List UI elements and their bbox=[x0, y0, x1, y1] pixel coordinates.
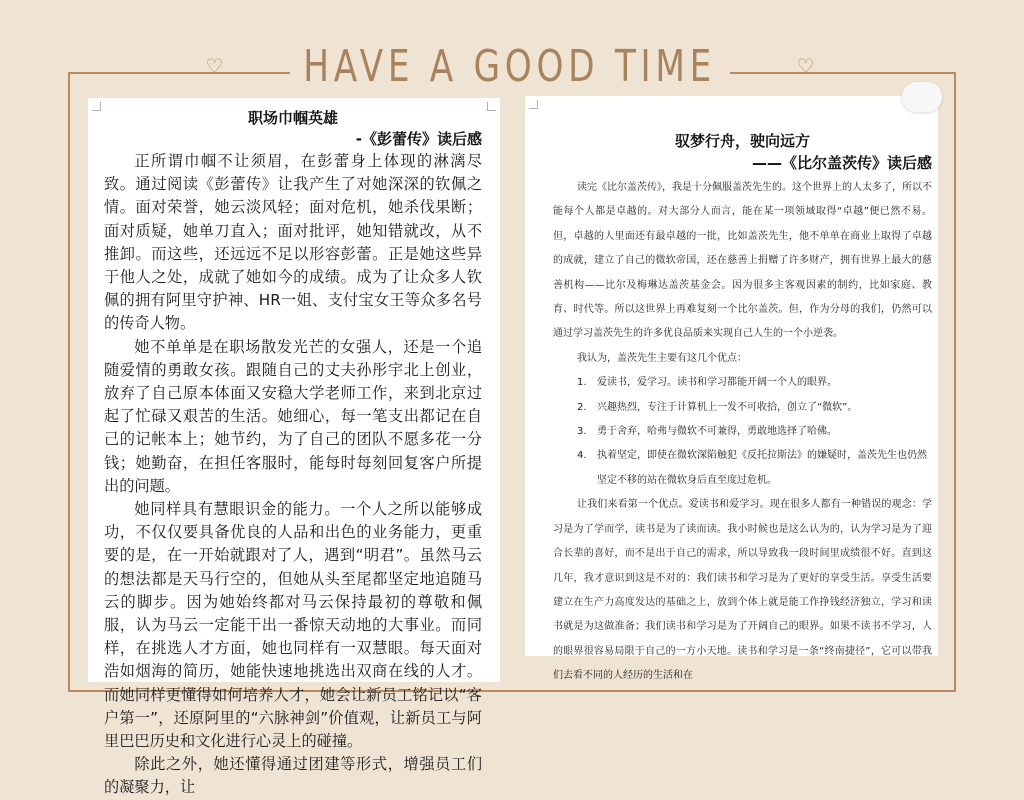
right-doc-body: 让我们来看第一个优点。爱读书和爱学习。现在很多人都有一种错误的观念：学习是为了学而学，读书是为了读而读。我小时候也是这么认为的，认为学习是为了迎合长辈的喜好，而不是出于自己的需求，所以导致我一段时间里成绩很不好。直到这几年，我才意识到这是不对的：我们读书和学习是为了更好的享受生活。享受生活要建立在生产力高度发达的基础之上，放到个体上就是能工作挣钱经济独立，学习和读书就是为这做准备；我们读书和学习是为了开阔自己的眼界。如果不读书不学习，人的眼界很容易局限于自己的一方小天地。读书和学习是一条“终南捷径”，它可以带我们去看不同的人经历的生活和在 bbox=[553, 499, 932, 682]
left-document-page bbox=[88, 98, 500, 797]
left-doc-title: 职场巾帼英雄 bbox=[247, 109, 338, 127]
heart-icon: ♡ bbox=[796, 54, 815, 78]
list-item: 1. 爱读书，爱学习。读书和学习都能开阔一个人的眼界。 bbox=[577, 377, 837, 389]
right-doc-intro: 读完《比尔盖茨传》，我是十分佩服盖茨先生的。这个世界上的人太多了，所以不能每个人都是卓越的。对大部分人而言，能在某一项领域取得“卓越”便已然不易。但，卓越的人里面还有最卓越的一批，比如盖茨先生，他不单单在商业上取得了卓越的成就，建立了自己的微软帝国，还在慈善上捐赠了许多财产，拥有世界上最大的慈善机构——比尔及梅琳达盖茨基金会。因为很多主客观因素的制约，比如家庭、教育、时代等。所以这世界上再难复刻一个比尔盖茨。但，作为分母的我们，仍然可以通过学习盖茨先生的许多优良品质来实现自己人生的一个小逆袭。 bbox=[553, 182, 932, 340]
page-corner-mark bbox=[92, 102, 101, 111]
left-doc-paragraph: 除此之外，她还懂得通过团建等形式，增强员工们的凝聚力，让 bbox=[104, 755, 482, 797]
page-corner-mark bbox=[487, 102, 496, 111]
heart-icon: ♡ bbox=[205, 54, 224, 78]
right-document-page bbox=[525, 96, 938, 682]
list-item: 2. 兴趣热烈，专注于计算机上一发不可收拾，创立了“微软”。 bbox=[577, 401, 858, 413]
right-doc-points-intro: 我认为，盖茨先生主要有这几个优点： bbox=[577, 352, 747, 364]
right-doc-title: 驭梦行舟，驶向远方 bbox=[674, 132, 810, 150]
left-doc-paragraph: 她同样具有慧眼识金的能力。一个人之所以能够成功，不仅仅要具备优良的人品和出色的业务能力，更重要的是，在一开始就跟对了人，遇到“明君”。虽然马云的想法都是天马行空的，但她从头至尾都坚定地追随马云的脚步。因为她始终都对马云保持最初的尊敬和佩服，认为马云一定能干出一番惊天动地的大事业。而同样，在挑选人才方面，她也同样有一双慧眼。每天面对浩如烟海的简历，她能快速地挑选出双商在线的人才。而她同样更懂得如何培养人才，她会让新员工铭记以“客户第一”，还原阿里的“六脉神剑”价值观，让新员工与阿里巴巴历史和文化进行心灵上的碰撞。 bbox=[104, 500, 482, 751]
page-scroll-handle[interactable] bbox=[902, 82, 942, 112]
list-item: 4. 执着坚定，即使在微软深陷触犯《反托拉斯法》的嫌疑时，盖茨先生也仍然坚定不移的站在微软身后直至度过危机。 bbox=[577, 450, 927, 486]
page-corner-mark bbox=[529, 100, 538, 109]
banner bbox=[205, 36, 815, 96]
left-doc-subtitle: -《彭蕾传》读后感 bbox=[355, 130, 482, 148]
left-doc-paragraph: 她不单单是在职场散发光芒的女强人，还是一个追随爱情的勇敢女孩。跟随自己的丈夫孙彤宇北上创业，放弃了自己原本体面又安稳大学老师工作，来到北京过起了忙碌又艰苦的生活。她细心，每一笔支出都记在自己的记帐本上；她节约，为了自己的团队不愿多花一分钱；她勤奋，在担任客服时，能每时每刻回复客户所提出的问题。 bbox=[104, 337, 482, 495]
right-doc-subtitle: ——《比尔盖茨传》读后感 bbox=[751, 154, 932, 172]
banner-title: HAVE A GOOD TIME bbox=[303, 40, 717, 92]
left-doc-paragraph: 正所谓巾帼不让须眉，在彭蕾身上体现的淋漓尽致。通过阅读《彭蕾传》让我产生了对她深深的钦佩之情。面对荣誉，她云淡风轻；面对危机，她杀伐果断；面对质疑，她单刀直入；面对批评，她知错就改，从不推卸。而这些，还远远不足以形容彭蕾。正是她这些异于他人之处，成就了她如今的成绩。成为了让众多人钦佩的拥有阿里守护神、HR一姐、支付宝女王等众多名号的传奇人物。 bbox=[104, 152, 482, 333]
list-item: 3. 勇于舍弃，哈弗与微软不可兼得，勇敢地选择了哈佛。 bbox=[577, 426, 837, 438]
right-doc-points-list bbox=[553, 371, 932, 493]
